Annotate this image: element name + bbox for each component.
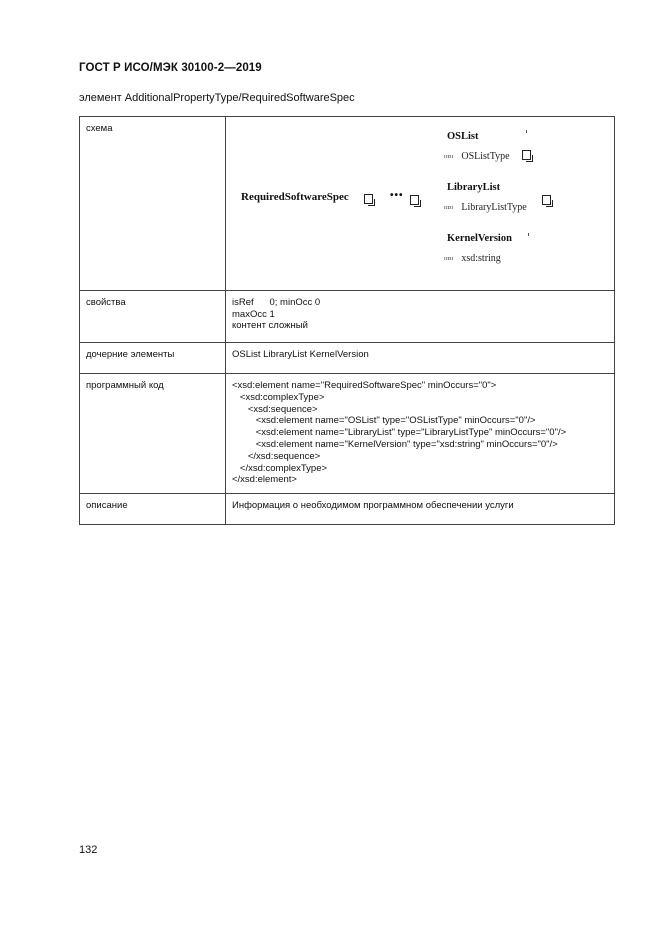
property-line: контент сложный <box>232 320 308 331</box>
code-line: <xsd:element name="LibraryList" type="LibraryListType" minOccurs="0"/> <box>232 427 567 439</box>
diagram-child-name: KernelVersion <box>447 233 512 244</box>
table-row-description <box>80 494 615 525</box>
property-line: maxOcc 1 <box>232 308 275 320</box>
description-value: Информация о необходимом программном обеспечении услуги <box>226 494 615 525</box>
complex-type-icon <box>364 194 373 204</box>
property-line: isRef 0; minOcc 0 <box>232 297 321 308</box>
page-number: 132 <box>79 844 98 856</box>
sequence-icon: ••• <box>390 190 404 201</box>
complex-type-icon <box>522 150 531 160</box>
tick-mark <box>526 130 527 133</box>
diagram-child-type: ɪɪᴅɪ xsd:string <box>444 253 501 264</box>
code-line: </xsd:sequence> <box>232 450 321 462</box>
code-line: <xsd:element name="OSList" type="OSListType" minOccurs="0"/> <box>232 415 536 427</box>
sequence-box-icon <box>410 195 419 205</box>
properties-value <box>226 291 615 343</box>
table-row-schema <box>80 117 615 291</box>
description-label: описание <box>80 494 226 525</box>
document-header: ГОСТ Р ИСО/МЭК 30100-2—2019 <box>79 62 262 74</box>
diagram-child-type: ɪɪᴅɪ LibraryListType <box>444 202 527 213</box>
code-line: <xsd:element name="RequiredSoftwareSpec" minOccurs="0"> <box>232 380 497 391</box>
complex-type-icon <box>542 195 551 205</box>
diagram-child-name: OSList <box>447 131 479 142</box>
children-value: OSList LibraryList KernelVersion <box>226 343 615 374</box>
diagram-child-type: ɪɪᴅɪ OSListType <box>444 151 510 162</box>
code-label: программный код <box>80 374 226 494</box>
code-line: <xsd:complexType> <box>232 391 325 403</box>
code-value <box>226 374 615 494</box>
table-row-children <box>80 343 615 374</box>
diagram-root-element: RequiredSoftwareSpec <box>241 191 349 203</box>
table-row-code <box>80 374 615 494</box>
code-line: </xsd:element> <box>232 474 297 486</box>
element-title: элемент AdditionalPropertyType/RequiredSoftwareSpec <box>79 92 355 104</box>
schema-diagram <box>226 117 615 291</box>
properties-label: свойства <box>80 291 226 343</box>
code-line: <xsd:element name="KernelVersion" type="xsd:string" minOccurs="0"/> <box>232 438 558 450</box>
children-label: дочерние элементы <box>80 343 226 374</box>
tick-mark <box>528 233 529 236</box>
code-line: </xsd:complexType> <box>232 462 328 474</box>
schema-label: схема <box>80 117 226 291</box>
diagram-child-name: LibraryList <box>447 182 501 193</box>
code-line: <xsd:sequence> <box>232 403 318 415</box>
table-row-properties <box>80 291 615 343</box>
element-spec-table <box>79 116 615 525</box>
